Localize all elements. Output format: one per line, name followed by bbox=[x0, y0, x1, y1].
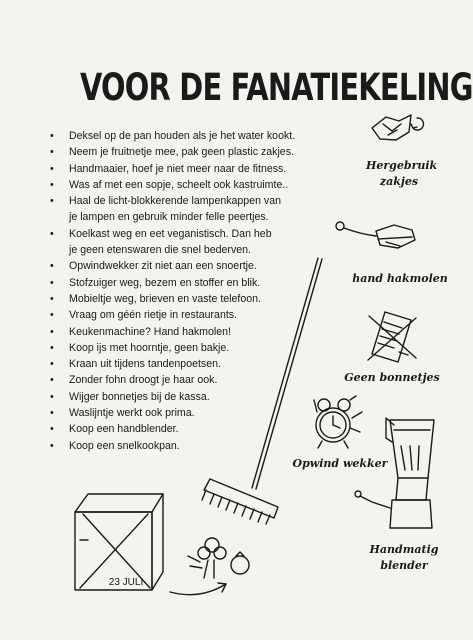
bullet: • bbox=[50, 439, 54, 452]
label-opwind-wekker: Opwind wekker bbox=[292, 457, 388, 470]
list-item-text: Handmaaier, hoef je niet meer naar de fitness. bbox=[69, 162, 287, 175]
list-item-text: Kraan uit tijdens tandenpoetsen. bbox=[69, 358, 221, 371]
alarm-clock-icon bbox=[314, 396, 362, 448]
list-item-text: Koop ijs met hoorntje, geen bakje. bbox=[69, 341, 230, 354]
bullet: • bbox=[50, 309, 54, 322]
broom-icon bbox=[202, 258, 322, 524]
list-item-text: Wijger bonnetjes bij de kassa. bbox=[69, 390, 210, 403]
list-item-text: Vraag om géén rietje in restaurants. bbox=[69, 309, 238, 322]
list-item-text: Stofzuiger weg, bezem en stoffer en blik. bbox=[69, 276, 261, 289]
bullet: • bbox=[50, 374, 54, 387]
bullet: • bbox=[50, 260, 54, 273]
label-handmatig-blender: Handmatig blender bbox=[369, 543, 439, 572]
blender-icon bbox=[355, 418, 434, 528]
list-item-text: Keukenmachine? Hand hakmolen! bbox=[69, 325, 231, 338]
vegetables-icon bbox=[170, 538, 249, 595]
label-fridge-date: 23 JULI bbox=[108, 577, 144, 588]
label-hand-hakmolen: hand hakmolen bbox=[352, 272, 448, 285]
bullet: • bbox=[50, 227, 54, 240]
bullet: • bbox=[50, 292, 54, 305]
list-item-text: Haal de licht-blokkerende lampenkappen van bbox=[69, 195, 282, 208]
receipt-icon bbox=[368, 312, 416, 362]
bullet: • bbox=[50, 407, 54, 420]
list-item-text: Waslijntje werkt ook prima. bbox=[69, 407, 195, 420]
list-item-text: Koop een snelkookpan. bbox=[69, 439, 180, 452]
list-item-text: je geen etenswaren die snel bederven. bbox=[69, 244, 251, 257]
bullet: • bbox=[50, 358, 54, 371]
bullet: • bbox=[50, 162, 54, 175]
bullet: • bbox=[50, 276, 54, 289]
bullet: • bbox=[50, 146, 54, 159]
bullet: • bbox=[50, 325, 54, 338]
hand-chopper-icon bbox=[336, 222, 415, 248]
list-item-text: je lampen en gebruik minder felle peertjes. bbox=[69, 211, 269, 224]
list-item-text: Koelkast weg en eet veganistisch. Dan heb bbox=[69, 227, 272, 240]
label-hergebruik-zakjes: Hergebruik zakjes bbox=[366, 159, 438, 188]
bullet: • bbox=[50, 178, 54, 191]
bullet: • bbox=[50, 390, 54, 403]
list-item-text: Zonder fohn droogt je haar ook. bbox=[69, 374, 218, 387]
label-geen-bonnetjes: Geen bonnetjes bbox=[344, 371, 440, 384]
bullet: • bbox=[50, 423, 54, 436]
list-item-text: Opwindwekker zit niet aan een snoertje. bbox=[69, 260, 257, 273]
bullet: • bbox=[50, 130, 54, 142]
list-item-text: Was af met een sopje, scheelt ook kastruimte.. bbox=[69, 178, 289, 191]
list-item-text: Deksel op de pan houden als je het water kookt. bbox=[69, 130, 296, 142]
bullet: • bbox=[50, 341, 54, 354]
reusable-bag-icon bbox=[372, 115, 423, 140]
list-item-text: Koop een handblender. bbox=[69, 423, 179, 436]
list-item-text: Neem je fruitnetje mee, pak geen plastic zakjes. bbox=[69, 146, 294, 159]
list-item-text: Mobieltje weg, brieven en vaste telefoon. bbox=[69, 292, 261, 305]
page-title: VOOR DE FANATIEKELING bbox=[80, 66, 473, 109]
bullet: • bbox=[50, 195, 54, 208]
